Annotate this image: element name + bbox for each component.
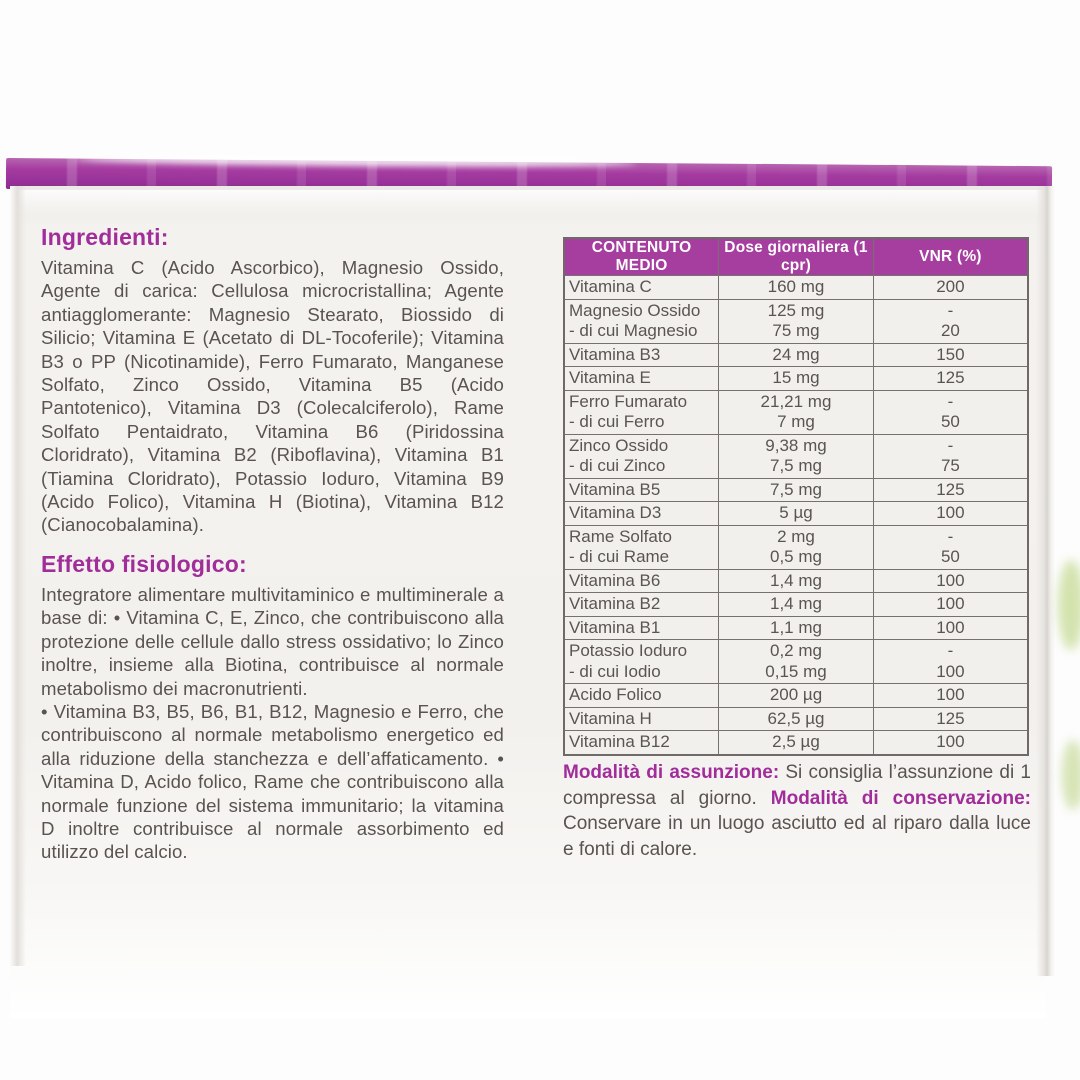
background-leaf-blur: [1058, 560, 1080, 650]
nutrition-table-header: [564, 238, 1028, 276]
table-cell-dose: 62,5 µg: [719, 707, 874, 731]
table-cell-vnr: - 20: [873, 299, 1028, 343]
table-row: [564, 525, 1028, 569]
table-cell-dose: 0,2 mg 0,15 mg: [719, 640, 874, 684]
table-cell-name: Potassio Ioduro - di cui Iodio: [564, 640, 719, 684]
table-cell-vnr: 100: [873, 593, 1028, 617]
table-cell-dose: 2 mg 0,5 mg: [719, 525, 874, 569]
table-cell-vnr: 125: [873, 478, 1028, 502]
table-cell-dose: 160 mg: [719, 276, 874, 300]
face-top-reflection: [10, 190, 1046, 216]
physio-paragraph-2: • Vitamina B3, B5, B6, B1, B12, Magnesio e Ferro, che contribuiscono al normale metabolismo energetico ed alla riduzione della stanchezza e dell’affaticamento. • Vitamina D, Acido folico, Rame che contribuiscono alla normale funzione del sistema immunitario; la vitamina D inoltre contribuisce al normale assorbimento ed utilizzo del calcio.: [41, 700, 504, 863]
table-cell-name: Vitamina B2: [564, 593, 719, 617]
storage-mode-label: Modalità di conservazione:: [770, 787, 1031, 809]
header-dose-giornaliera: Dose giornaliera (1 cpr): [719, 238, 874, 276]
table-cell-name: Magnesio Ossido - di cui Magnesio: [564, 299, 719, 343]
table-cell-vnr: 100: [873, 569, 1028, 593]
physio-paragraph-1: Integratore alimentare multivitaminico e multiminerale a base di: • Vitamina C, E, Zinco, che contribuiscono alla protezione delle cellule dallo stress ossidativo; lo Zinco inoltre, insieme alla Biotina, contribuisce al normale metabolismo dei macronutrienti.: [41, 583, 504, 699]
intake-mode-text: Si consiglia l’assunzione di 1 compressa al giorno.: [563, 762, 1031, 809]
table-cell-vnr: 100: [873, 684, 1028, 708]
header-vnr: VNR (%): [873, 238, 1028, 276]
usage-instructions: [563, 760, 1031, 862]
table-row: [564, 299, 1028, 343]
table-row: [564, 276, 1028, 300]
table-cell-vnr: 125: [873, 707, 1028, 731]
physiological-effect-text: [41, 583, 504, 864]
table-cell-dose: 1,4 mg: [719, 593, 874, 617]
table-cell-name: Vitamina C: [564, 276, 719, 300]
storage-mode-text: Conservare in un luogo asciutto ed al riparo dalla luce e fonti di calore.: [563, 813, 1031, 860]
table-cell-vnr: 125: [873, 367, 1028, 391]
table-cell-name: Zinco Ossido - di cui Zinco: [564, 434, 719, 478]
nutrition-table: [563, 237, 1029, 756]
table-row: [564, 478, 1028, 502]
table-cell-vnr: - 75: [873, 434, 1028, 478]
table-cell-dose: 15 mg: [719, 367, 874, 391]
table-cell-vnr: 150: [873, 343, 1028, 367]
table-cell-name: Vitamina B5: [564, 478, 719, 502]
physiological-effect-heading: Effetto fisiologico:: [41, 550, 247, 577]
table-row: [564, 390, 1028, 434]
box-right-fold-edge: [1036, 186, 1056, 976]
table-cell-vnr: 200: [873, 276, 1028, 300]
table-row: [564, 707, 1028, 731]
table-cell-dose: 2,5 µg: [719, 731, 874, 755]
table-row: [564, 731, 1028, 755]
table-cell-dose: 200 µg: [719, 684, 874, 708]
table-cell-vnr: 100: [873, 731, 1028, 755]
table-cell-name: Vitamina B6: [564, 569, 719, 593]
table-body: [564, 276, 1028, 755]
left-text-column: [41, 224, 504, 864]
table-cell-name: Vitamina H: [564, 707, 719, 731]
ingredients-heading: Ingredienti:: [41, 224, 169, 250]
table-row: [564, 343, 1028, 367]
box-left-fold-shadow: [10, 186, 26, 966]
background-leaf-blur: [1062, 740, 1080, 810]
intake-mode-label: Modalità di assunzione:: [563, 762, 780, 783]
table-cell-dose: 21,21 mg 7 mg: [719, 390, 874, 434]
table-cell-name: Rame Solfato - di cui Rame: [564, 525, 719, 569]
table-header-row: [564, 238, 1028, 276]
table-cell-name: Vitamina B12: [564, 731, 719, 755]
table-row: [564, 684, 1028, 708]
table-cell-dose: 125 mg 75 mg: [719, 299, 874, 343]
table-cell-vnr: - 50: [873, 390, 1028, 434]
table-cell-vnr: 100: [873, 616, 1028, 640]
table-cell-dose: 5 µg: [719, 502, 874, 526]
table-cell-name: Vitamina B3: [564, 343, 719, 367]
table-cell-dose: 24 mg: [719, 343, 874, 367]
table-row: [564, 434, 1028, 478]
table-cell-vnr: - 100: [873, 640, 1028, 684]
table-row: [564, 616, 1028, 640]
table-cell-vnr: 100: [873, 502, 1028, 526]
table-cell-dose: 7,5 mg: [719, 478, 874, 502]
header-contenuto-medio: CONTENUTO MEDIO: [564, 238, 719, 276]
table-cell-dose: 9,38 mg 7,5 mg: [719, 434, 874, 478]
ingredients-paragraph: Vitamina C (Acido Ascorbico), Magnesio Ossido, Agente di carica: Cellulosa microcristallina; Agente antiagglomerante: Magnesio Stearato, Biossido di Silicio; Vitamina E (Acetato di DL-Tocoferile); Vitamina B3 o PP (Nicotinamide), Ferro Fumarato, Manganese Solfato, Zinco Ossido, Vitamina B5 (Acido Pantotenico), Vitamina D3 (Colecalciferolo), Rame Solfato Pentaidrato, Vitamina B6 (Piridossina Cloridrato), Vitamina B2 (Riboflavina), Vitamina B1 (Tiamina Cloridrato), Potassio Ioduro, Vitamina B9 (Acido Folico), Vitamina H (Biotina), Vitamina B12 (Cianocobalamina).: [41, 257, 504, 536]
table-row: [564, 502, 1028, 526]
table-cell-dose: 1,4 mg: [719, 569, 874, 593]
table-row: [564, 593, 1028, 617]
table-row: [564, 569, 1028, 593]
table-cell-vnr: - 50: [873, 525, 1028, 569]
table-cell-name: Ferro Fumarato - di cui Ferro: [564, 390, 719, 434]
table-row: [564, 367, 1028, 391]
table-cell-dose: 1,1 mg: [719, 616, 874, 640]
table-cell-name: Acido Folico: [564, 684, 719, 708]
table-cell-name: Vitamina B1: [564, 616, 719, 640]
table-cell-name: Vitamina E: [564, 367, 719, 391]
table-cell-name: Vitamina D3: [564, 502, 719, 526]
table-row: [564, 640, 1028, 684]
